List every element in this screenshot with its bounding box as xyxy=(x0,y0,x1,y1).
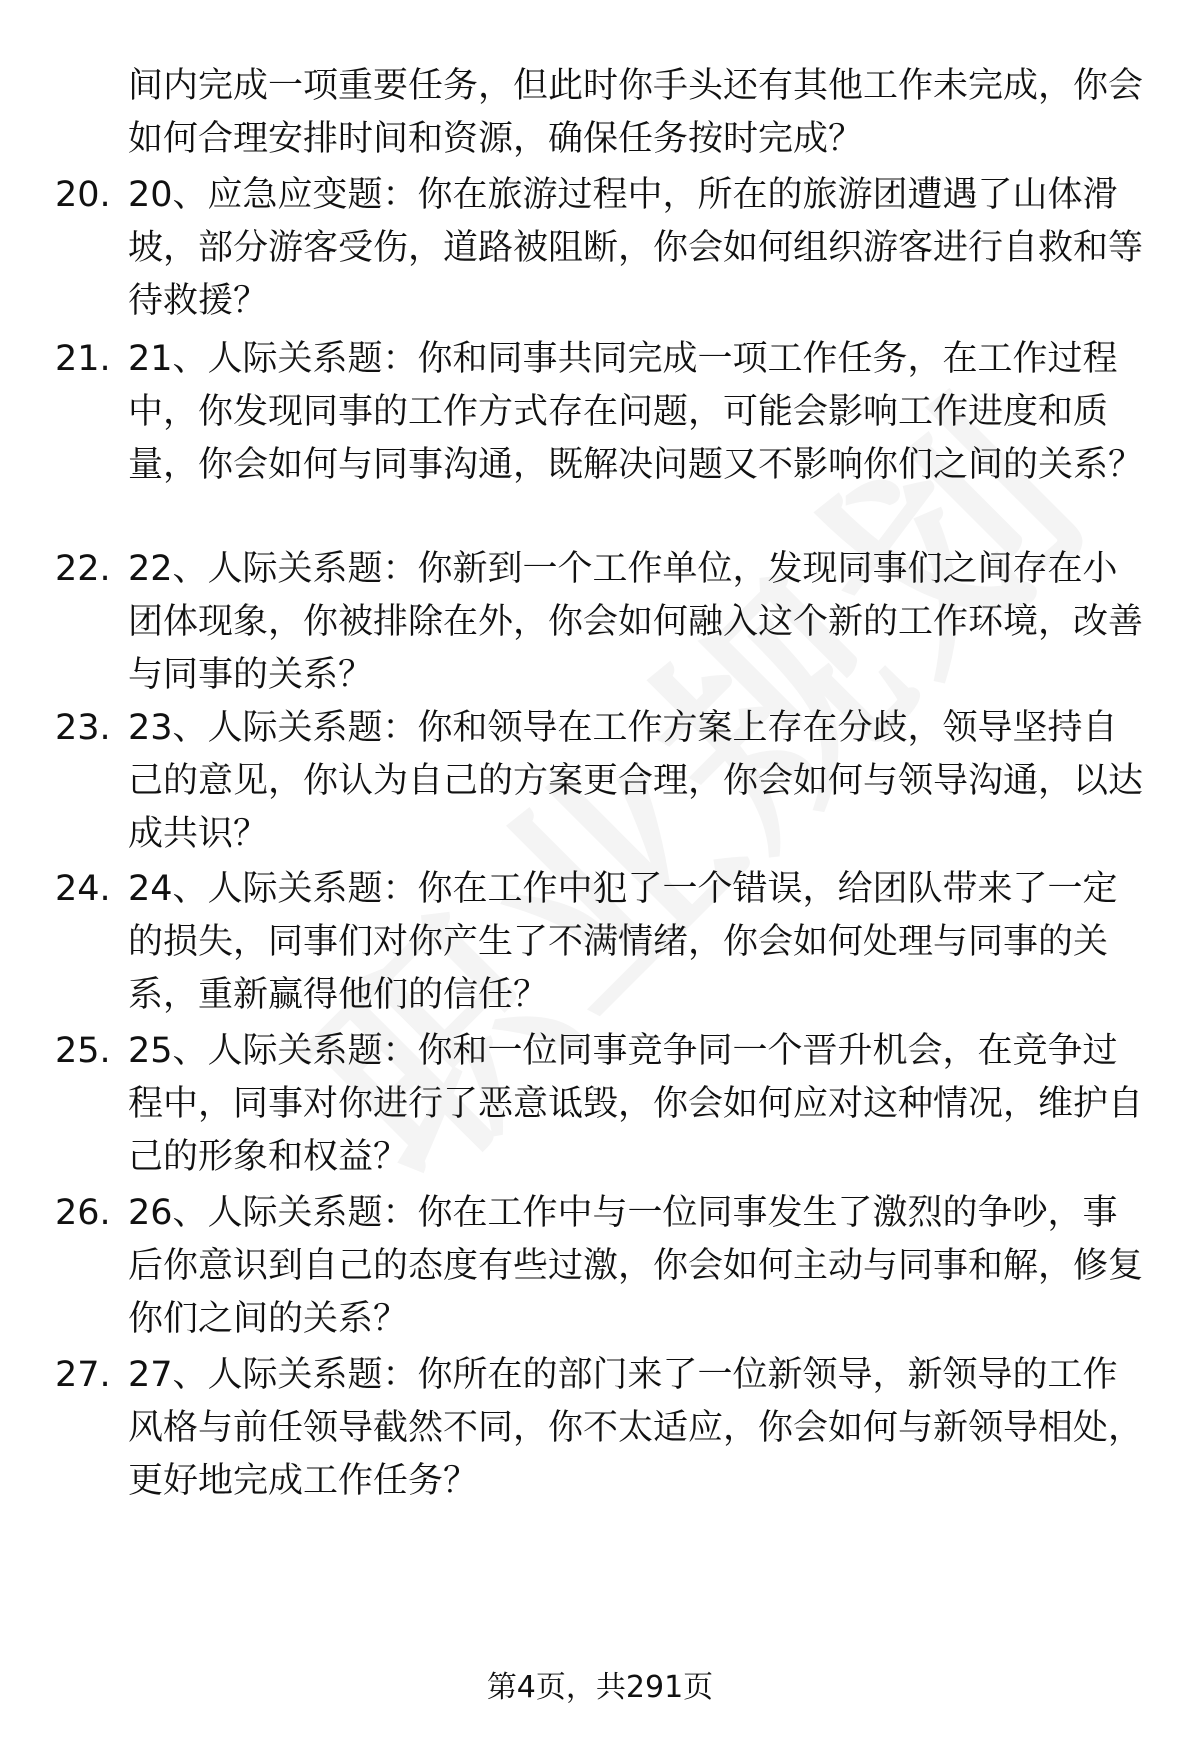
list-item-number: 25. xyxy=(55,1031,111,1071)
list-item-text: 23、人际关系题：你和领导在工作方案上存在分歧，领导坚持自己的意见，你认为自己的方案更合理，你会如何与领导沟通，以达成共识？ xyxy=(128,708,1144,854)
list-item-number: 23. xyxy=(55,708,111,748)
list-item-number: 27. xyxy=(55,1355,111,1395)
list-item-text: 24、人际关系题：你在工作中犯了一个错误，给团队带来了一定的损失，同事们对你产生了不满情绪，你会如何处理与同事的关系，重新赢得他们的信任？ xyxy=(128,869,1118,1015)
list-item-text: 21、人际关系题：你和同事共同完成一项工作任务，在工作过程中，你发现同事的工作方式存在问题，可能会影响工作进度和质量，你会如何与同事沟通，既解决问题又不影响你们之间的关系？ xyxy=(128,339,1144,485)
continued-paragraph: 间内完成一项重要任务，但此时你手头还有其他工作未完成，你会如何合理安排时间和资源，确保任务按时完成？ xyxy=(128,66,1144,159)
list-item-number: 24. xyxy=(55,869,111,909)
list-item-number: 22. xyxy=(55,549,111,589)
list-item-number: 20. xyxy=(55,175,111,215)
list-item-text: 22、人际关系题：你新到一个工作单位，发现同事们之间存在小团体现象，你被排除在外，你会如何融入这个新的工作环境，改善与同事的关系？ xyxy=(128,549,1144,695)
list-item-text: 26、人际关系题：你在工作中与一位同事发生了激烈的争吵，事后你意识到自己的态度有些过激，你会如何主动与同事和解，修复你们之间的关系？ xyxy=(128,1193,1144,1339)
page-footer: 第4页，共291页 xyxy=(486,1670,714,1705)
list-item-text: 25、人际关系题：你和一位同事竞争同一个晋升机会，在竞争过程中，同事对你进行了恶意诋毁，你会如何应对这种情况，维护自己的形象和权益？ xyxy=(128,1031,1144,1177)
list-item-text: 27、人际关系题：你所在的部门来了一位新领导，新领导的工作风格与前任领导截然不同，你不太适应，你会如何与新领导相处，更好地完成工作任务？ xyxy=(128,1355,1144,1501)
list-item-number: 21. xyxy=(55,339,111,379)
list-item-number: 26. xyxy=(55,1193,111,1233)
list-item-text: 20、应急应变题：你在旅游过程中，所在的旅游团遭遇了山体滑坡，部分游客受伤，道路被阻断，你会如何组织游客进行自救和等待救援？ xyxy=(128,175,1144,321)
